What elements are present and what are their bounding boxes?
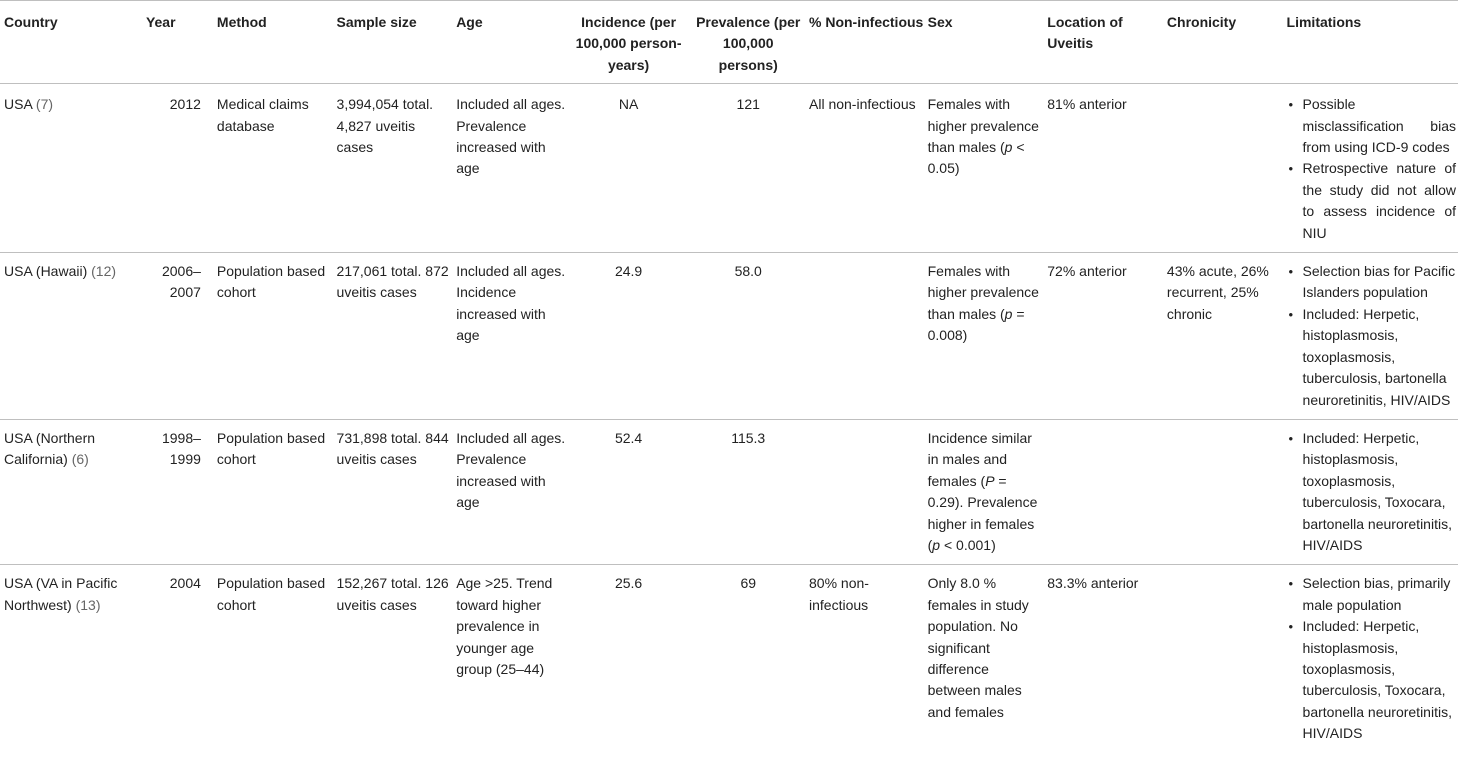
- cell-sex: Only 8.0 % females in study population. No significant difference between males and females: [924, 565, 1044, 753]
- header-location: Location of Uveitis: [1043, 1, 1163, 84]
- cell-limitations: [1283, 84, 1458, 253]
- header-chronicity: Chronicity: [1163, 1, 1283, 84]
- list-item: • Included: Herpetic, histoplasmosis, toxoplasmosis, tuberculosis, Toxocara, bartonella neuroretinitis, HIV/AIDS: [1288, 618, 1452, 742]
- cell-incidence: 24.9: [566, 253, 692, 420]
- cell-chronicity: [1163, 419, 1283, 564]
- reference-link[interactable]: (13): [75, 596, 101, 613]
- header-row: [0, 1, 1458, 84]
- cell-non-infectious: 80% non-infectious: [805, 565, 924, 753]
- header-country: Country: [0, 1, 142, 84]
- cell-prevalence: 121: [736, 96, 760, 113]
- cell-age: Age >25. Trend toward higher prevalence in younger age group (25–44): [452, 565, 566, 753]
- table-row: [0, 565, 1458, 753]
- cell-incidence: 52.4: [566, 419, 692, 564]
- reference-link[interactable]: (12): [91, 263, 117, 280]
- list-item: • Selection bias, primarily male population: [1288, 575, 1451, 613]
- cell-year: 2012: [169, 96, 201, 113]
- cell-limitations: [1283, 565, 1458, 753]
- cell-sex: Incidence similar in males and females (P = 0.29). Prevalence higher in females (p < 0.001): [924, 419, 1044, 564]
- cell-prevalence: 69: [691, 565, 805, 753]
- cell-country: USA (Hawaii) (12): [0, 253, 142, 420]
- cell-incidence: NA: [618, 96, 639, 113]
- header-method: Method: [213, 1, 333, 84]
- table-row: [0, 84, 1458, 253]
- cell-location: 81% anterior: [1047, 96, 1127, 113]
- cell-chronicity: 43% acute, 26% recurrent, 25% chronic: [1163, 253, 1283, 420]
- cell-non-infectious: [805, 253, 924, 420]
- cell-sex: Females with higher prevalence than males (p < 0.05): [927, 96, 1039, 177]
- cell-prevalence: 115.3: [691, 419, 805, 564]
- list-item: • Included: Herpetic, histoplasmosis, toxoplasmosis, tuberculosis, Toxocara, bartonella neuroretinitis, HIV/AIDS: [1288, 429, 1452, 553]
- header-sex: Sex: [924, 1, 1044, 84]
- list-item: • Retrospective nature of the study did not allow to assess incidence of NIU: [1288, 160, 1456, 241]
- cell-year: 2006–2007: [142, 253, 213, 420]
- cell-prevalence: 58.0: [691, 253, 805, 420]
- cell-sample-size: 217,061 total. 872 uveitis cases: [333, 253, 453, 420]
- reference-link[interactable]: (7): [35, 96, 54, 113]
- cell-sample-size: 152,267 total. 126 uveitis cases: [333, 565, 453, 753]
- cell-non-infectious: [805, 419, 924, 564]
- cell-sample-size: 731,898 total. 844 uveitis cases: [333, 419, 453, 564]
- table-row: [0, 253, 1458, 420]
- header-sample-size: Sample size: [333, 1, 453, 84]
- cell-year: 2004: [142, 565, 213, 753]
- header-non-infectious: % Non-infectious: [805, 1, 924, 84]
- cell-location: 83.3% anterior: [1043, 565, 1163, 753]
- header-incidence: Incidence (per 100,000 person-years): [566, 1, 692, 84]
- cell-limitations: [1283, 419, 1458, 564]
- cell-method: Medical claims database: [216, 96, 309, 134]
- reference-link[interactable]: (6): [71, 451, 89, 468]
- cell-country: USA (Northern California) (6): [0, 419, 142, 564]
- cell-sex: Females with higher prevalence than males (p = 0.008): [924, 253, 1044, 420]
- cell-method: Population based cohort: [213, 253, 333, 420]
- cell-incidence: 25.6: [566, 565, 692, 753]
- header-prevalence: Prevalence (per 100,000 persons): [691, 1, 805, 84]
- cell-country: USA (VA in Pacific Northwest) (13): [0, 565, 142, 753]
- header-limitations: Limitations: [1283, 1, 1458, 84]
- header-year: Year: [142, 1, 213, 84]
- cell-location: 72% anterior: [1043, 253, 1163, 420]
- cell-age: Included all ages. Incidence increased with age: [452, 253, 566, 420]
- cell-chronicity: [1163, 565, 1283, 753]
- cell-year: 1998–1999: [142, 419, 213, 564]
- cell-chronicity: [1163, 84, 1283, 253]
- list-item: • Selection bias for Pacific Islanders population: [1288, 263, 1456, 301]
- header-age: Age: [452, 1, 566, 84]
- cell-method: Population based cohort: [213, 419, 333, 564]
- cell-country: USA (7): [4, 96, 54, 113]
- cell-non-infectious: All non-infectious: [809, 96, 916, 113]
- cell-age: Included all ages. Prevalence increased with age: [456, 96, 566, 177]
- list-item: • Possible misclassification bias from using ICD-9 codes: [1288, 96, 1456, 156]
- cell-limitations: [1283, 253, 1458, 420]
- cell-location: [1043, 419, 1163, 564]
- cell-sample-size: 3,994,054 total. 4,827 uveitis cases: [336, 96, 434, 156]
- cell-method: Population based cohort: [213, 565, 333, 753]
- table-row: [0, 419, 1458, 564]
- list-item: • Included: Herpetic, histoplasmosis, toxoplasmosis, tuberculosis, bartonella neuroretinitis, HIV/AIDS: [1288, 305, 1451, 408]
- cell-age: Included all ages. Prevalence increased with age: [452, 419, 566, 564]
